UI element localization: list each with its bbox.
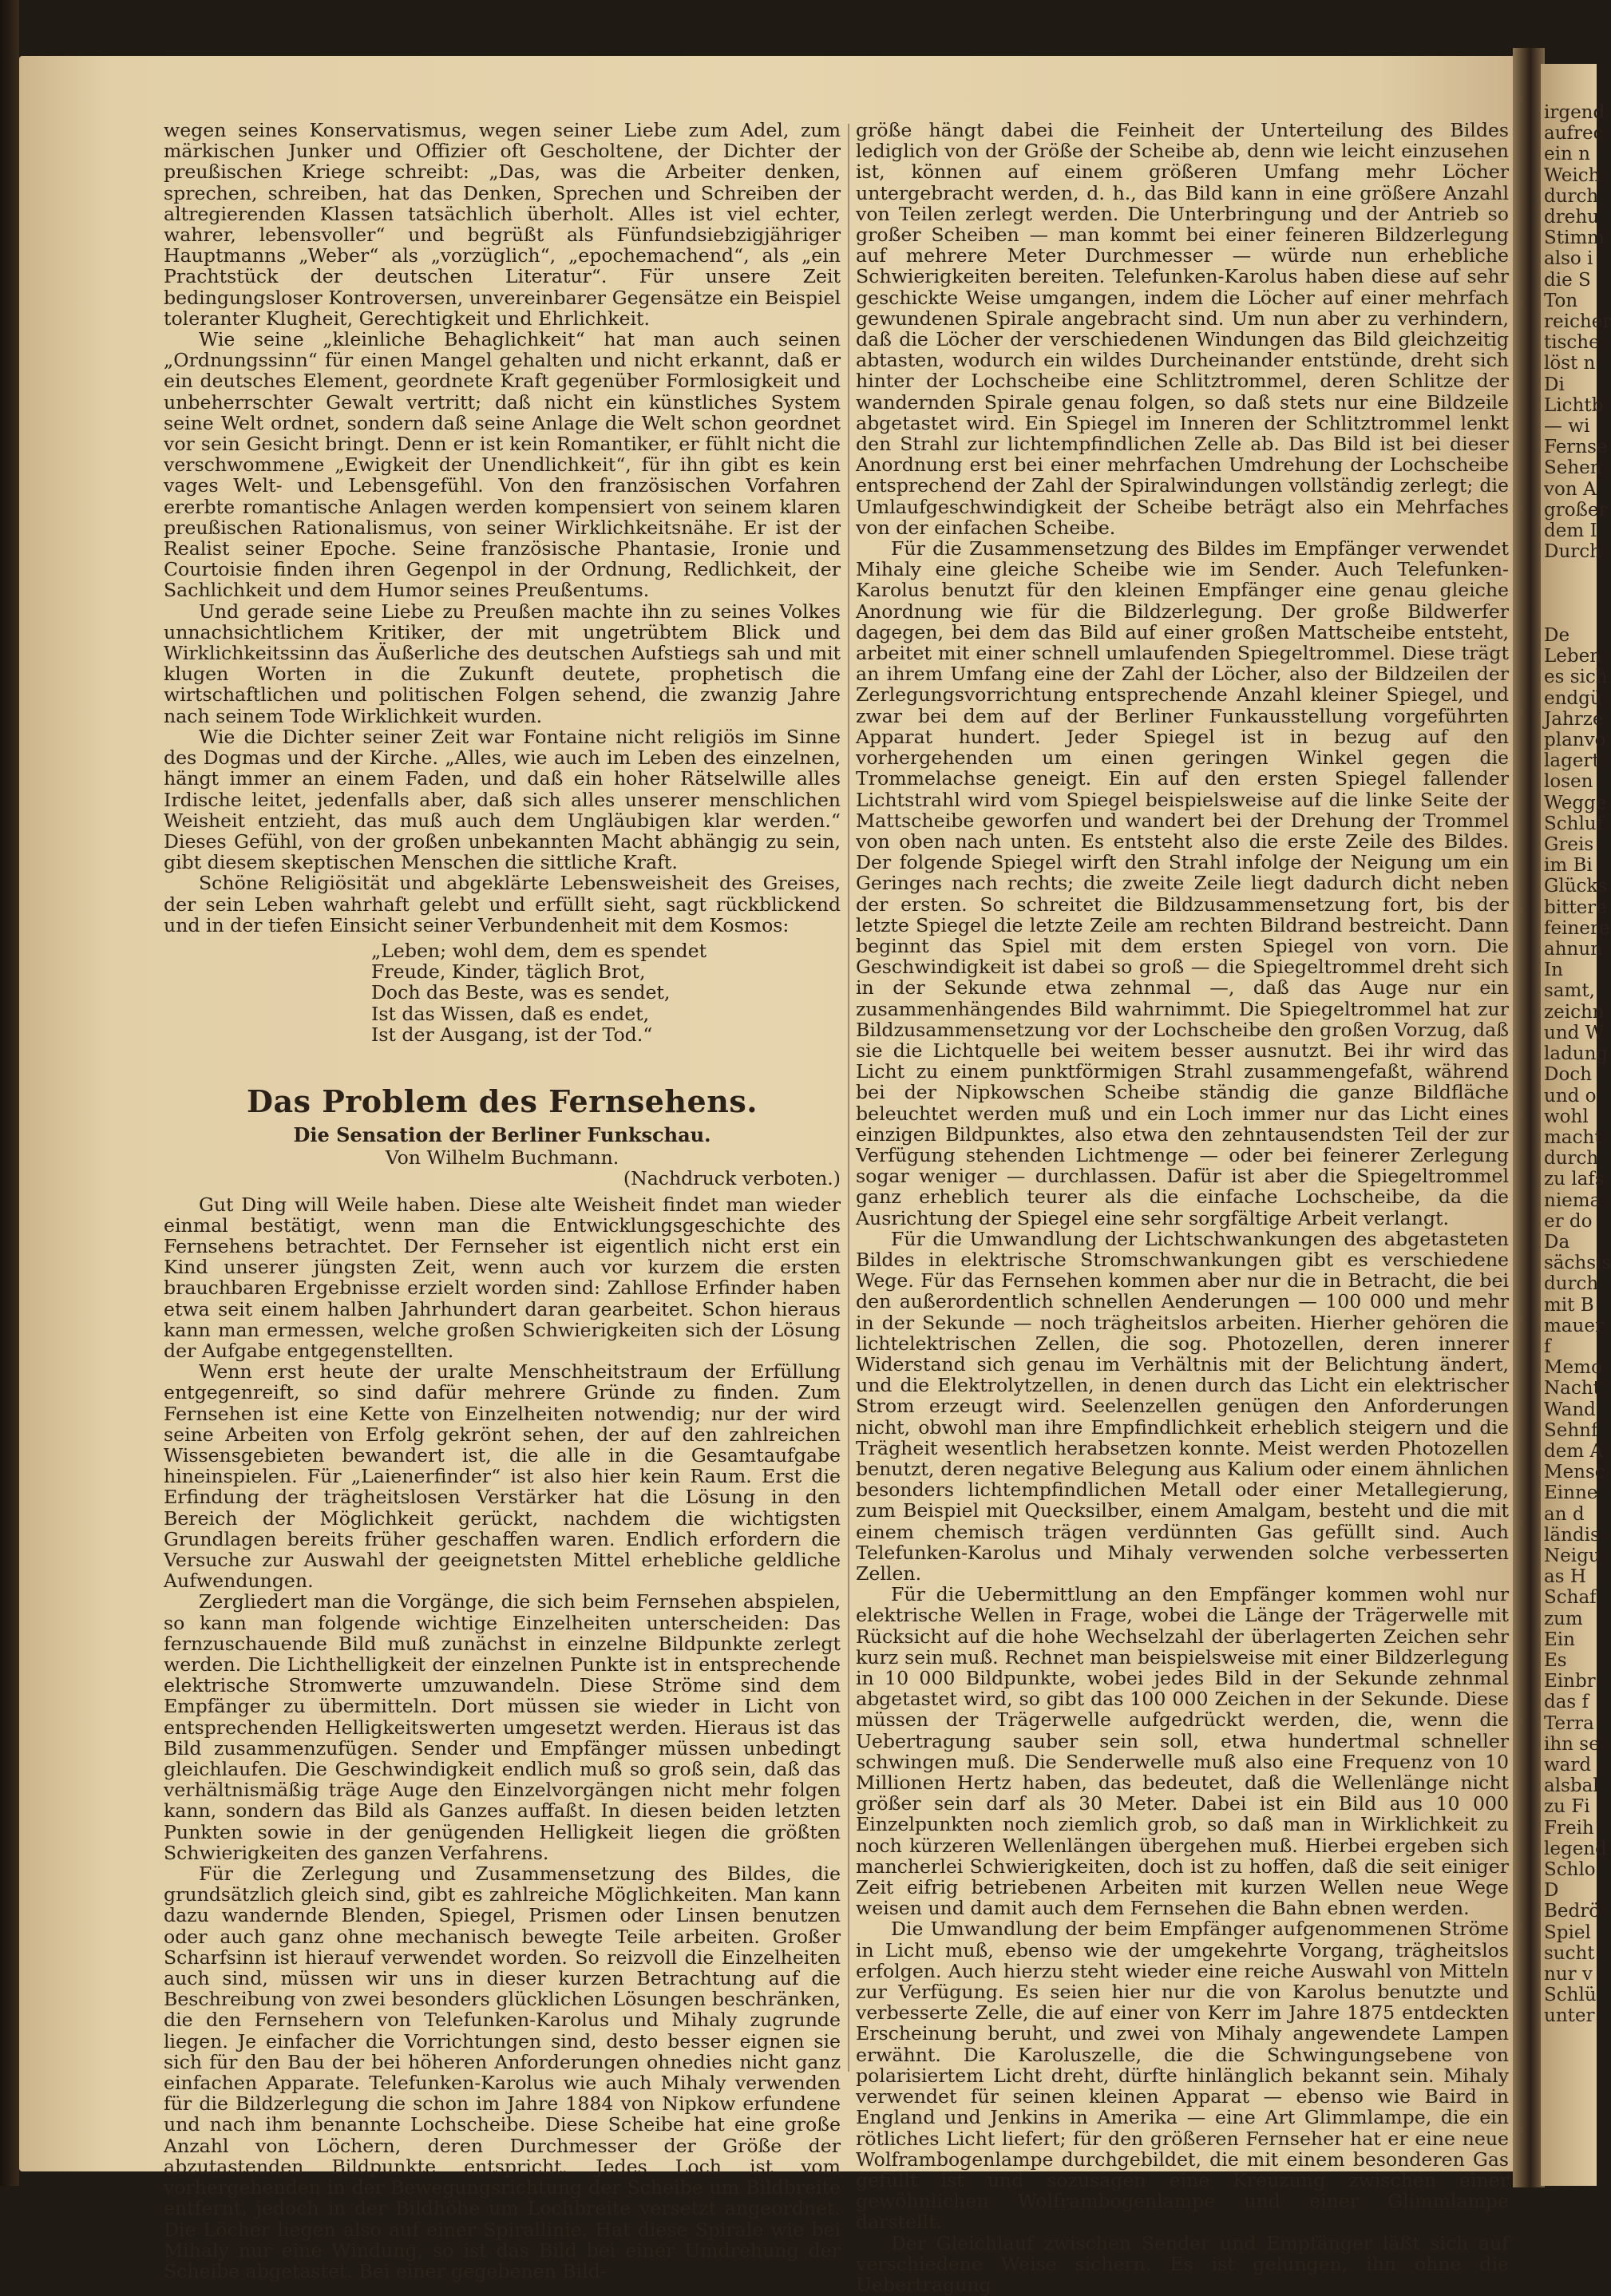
fragment-line: Weich <box>1544 164 1601 186</box>
fragment-line: alsbal <box>1544 1775 1599 1797</box>
fragment-line: löst n <box>1544 353 1596 374</box>
fragment-line: Nacht <box>1544 1378 1601 1399</box>
paragraph: Für die Zerlegung und Zusammensetzung des Bildes, die grundsätzlich gleich sind, gibt es zahlreiche Möglichkeiten. Man kann dazu wandernde Blenden, Spiegel, Prismen oder Linsen benutzen oder auch ganz ohne mechanisch bewegte Teile arbeiten. Großer Scharfsinn ist hierauf verwendet worden. So reizvoll die Einzelheiten auch sind, müssen wir uns in dieser kurzen Betrachtung auf die Beschreibung von zwei besonders glücklichen Lösungen beschränken, die den Fernsehern von Telefunken-Karolus und Mihaly zugrunde liegen. Je einfacher die Vorrichtungen sind, desto besser eignen sie sich für den Bau der bei höheren Anforderungen ohnedies nicht ganz einfachen Apparate. Telefunken-Karolus wie auch Mihaly verwenden für die Bildzerlegung die schon im Jahre 1884 von Nipkow erfundene und nach ihm benannte Lochscheibe. Diese Scheibe hat eine große Anzahl von Löchern, deren Durchmesser der Größe der abzutastenden Bildpunkte entspricht. Jedes Loch ist vom vorhergehenden in der Bewegungsrichtung der Scheibe um Bildbreite entfernt, jedoch in der Bildhöhe um Lochbreite versetzt angeordnet. Die Löcher liegen also auf einer Spirallinie. Hat diese Spirale wie bei Mihaly nur eine Windung, so ist das Bild bei einer Umdrehung der Scheibe abgetastet. Bei einer gegebenen Bild- <box>164 1863 841 2282</box>
fragment-line: Memo <box>1544 1357 1602 1379</box>
fragment-line: Ein <box>1544 1629 1575 1650</box>
fragment-line: großer <box>1544 499 1608 521</box>
fragment-line: legend <box>1544 1838 1607 1859</box>
fragment-line: Doch <box>1544 1064 1592 1086</box>
fragment-line: Glücks <box>1544 876 1608 897</box>
fragment-line: durch <box>1544 1273 1599 1295</box>
fragment-line: durch <box>1544 1148 1599 1170</box>
fragment-line: samt, <box>1544 980 1595 1002</box>
fragment-line: die S <box>1544 269 1591 291</box>
fragment-line: ward <box>1544 1755 1592 1775</box>
fragment-line: unter <box>1544 2005 1595 2027</box>
fragment-line: und W <box>1544 1022 1605 1043</box>
fragment-line: ladung <box>1544 1043 1609 1065</box>
column-divider <box>848 124 849 2072</box>
fragment-line: In <box>1544 960 1563 981</box>
fragment-line: ein n <box>1544 144 1590 165</box>
fragment-line: wohl <box>1544 1106 1589 1127</box>
fragment-line: Einne <box>1544 1483 1598 1504</box>
fragment-line: f <box>1544 1336 1551 1357</box>
fragment-line: es sich <box>1544 667 1608 688</box>
fragment-line: drehu <box>1544 207 1599 228</box>
fragment-line: macht <box>1544 1126 1602 1148</box>
fragment-line: Mensc <box>1544 1462 1605 1483</box>
poem-line: Ist der Ausgang, ist der Tod.“ <box>371 1023 653 1046</box>
fragment-line: von A <box>1544 478 1597 500</box>
fragment-line: aufrec <box>1544 123 1604 144</box>
fragment-line: Jahrze <box>1544 708 1604 730</box>
fragment-line: Durch <box>1544 541 1601 563</box>
fragment-line: Einbr <box>1544 1671 1596 1692</box>
fragment-line: Lichtb <box>1544 394 1604 416</box>
fragment-line: durch <box>1544 185 1599 207</box>
fragment-line: zu lafs <box>1544 1169 1605 1190</box>
fragment-line: feinere <box>1544 917 1610 939</box>
scan-edge <box>0 0 19 2186</box>
fragment-line: bittere <box>1544 897 1607 918</box>
fragment-line: Wegge <box>1544 792 1607 813</box>
fragment-line: De <box>1544 625 1570 647</box>
fragment-line: Wand <box>1544 1399 1596 1420</box>
line-gap <box>1541 584 1597 604</box>
fragment-line: Leben <box>1544 646 1602 667</box>
paragraph: Wenn erst heute der uralte Menschheitstraum der Erfüllung entgegenreift, so sind dafür mehrere Gründe zu finden. Zum Fernsehen ist eine Kette von Einzelheiten notwendig; nur der wird seine Arbeiten von Erfolg gekrönt sehen, der auf den zahlreichen Wissensgebieten bewandert ist, die alle in die Gesamtaufgabe hineinspielen. Für „Laienerfinder“ ist also hier kein Raum. Erst die Erfindung der trägheitslosen Verstärker hat die Lösung in den Bereich der Möglichkeit gerückt, nachdem die wichtigsten Grundlagen bereits früher geschaffen waren. Endlich erfordern die Versuche zur Auswahl der geeignetsten Mittel erhebliche geldliche Aufwendungen. <box>164 1360 841 1593</box>
paragraph: Für die Umwandlung der Lichtschwankungen des abgetasteten Bildes in elektrische Stromschwankungen gibt es verschiedene Wege. Für das Fernsehen kommen aber nur die in Betracht, die bei den außerordentlich schnellen Aenderungen — 100 000 und mehr in der Sekunde — noch trägheitslos arbeiten. Hierher gehören die lichtelektrischen Zellen, die sog. Photozellen, deren innerer Widerstand sich genau im Verhältnis mit der Belichtung ändert, und die Elektrolytzellen, in denen durch das Licht ein elektrischer Strom erzeugt wird. Seelenzellen genügen den Anforderungen nicht, obwohl man ihre Empfindlichkeit erheblich steigern und die Trägheit wesentlich herabsetzen konnte. Meist werden Photozellen benutzt, deren negative Belegung aus Kalium oder einem ähnlichen besonders lichtempfindlichen Metall oder einer Metallegierung, zum Beispiel mit Quecksilber, einem Amalgam, besteht und die mit einem chemisch trägen verdünnten Gas gefüllt sind. Auch Telefunken-Karolus und Mihaly verwenden solche verbesserten Zellen. <box>856 1227 1509 1585</box>
paragraph: Für die Uebermittlung an den Empfänger kommen wohl nur elektrische Wellen in Frage, wobei die Länge der Trägerwelle mit Rücksicht auf die hohe Wechselzahl der überlagerten Zeichen sehr kurz sein muß. Rechnet man beispielsweise mit einer Bildzerlegung in 10 000 Bildpunkte, wobei jedes Bild in der Sekunde zehnmal abgetastet wird, so gibt das 100 000 Zeichen in der Sekunde. Diese müssen der Trägerwelle aufgedrückt werden, die, wenn die Uebertragung sauber sein soll, etwa hundertmal schneller schwingen muß. Die Senderwelle muß also eine Frequenz von 10 Millionen Hertz haben, das bedeutet, daß die Wellenlänge nicht größer sein darf als 30 Meter. Dabei ist ein Bild aus 10 000 Einzelpunkten noch ziemlich grob, so daß man in Wirklichkeit zu noch kürzeren Wellenlängen übergehen muß. Hierbei ergeben sich mancherlei Schwierigkeiten, doch ist zu hoffen, daß die seit einiger Zeit eifrig betriebenen Arbeiten mit kurzen Wellen neue Wege weisen und damit auch dem Fernsehen die Bahn ebnen werden. <box>856 1583 1509 1920</box>
fragment-line: er do <box>1544 1210 1593 1232</box>
paragraph: Für die Zusammensetzung des Bildes im Empfänger verwendet Mihaly eine gleiche Scheibe wie im Sender. Auch Telefunken-Karolus benutzt für den kleinen Empfänger eine genau gleiche Anordnung wie für die Bildzerlegung. Der große Bildwerfer dagegen, bei dem das Bild auf einer großen Mattscheibe entsteht, arbeitet mit einer schnell umlaufenden Spiegeltrommel. Diese trägt an ihrem Umfang eine der Zahl der Löcher, also der Bildzeilen der Zerlegungsvorrichtung entsprechende Anzahl kleiner Spiegel, und zwar bei dem auf der Berliner Funkausstellung vorgeführten Apparat hundert. Jeder Spiegel ist in bezug auf den vorhergehenden um einen geringen Winkel gegen die Trommelachse geneigt. Ein auf den ersten Spiegel fallender Lichtstrahl wird vom Spiegel beispielsweise auf die linke Seite der Mattscheibe geworfen und wandert bei der Drehung der Trommel von oben nach unten. Es entsteht also die erste Zeile des Bildes. Der folgende Spiegel wirft den Strahl infolge der Neigung um ein Geringes nach rechts; die zweite Zeile liegt dadurch dicht neben der ersten. So schreitet die Bildzusammensetzung fort, bis der letzte Spiegel die letzte Zeile am rechten Bildrand bestreicht. Dann beginnt das Spiel mit dem ersten Spiegel von vorn. Die Geschwindigkeit ist dabei so groß — die Spiegeltrommel dreht sich in der Sekunde etwa zehnmal —, daß das Auge nur ein zusammenhängendes Bild wahrnimmt. Die Spiegeltrommel hat zur Bildzusammensetzung vor der Lochscheibe den großen Vorzug, daß sie die Lichtquelle bei weitem besser ausnutzt. Bei ihr wird das Licht zu einem punktförmigen Strahl zusammengefaßt, während bei der Nipkowschen Scheibe ständig die ganze Bildfläche beleuchtet werden muß und ein Loch immer nur das Licht eines einzigen Bildpunktes, also etwa den zehntausendsten Teil der zur Verfügung stehenden Lichtmenge — oder bei feinerer Zerlegung sogar weniger — durchlassen. Dafür ist aber die Spiegeltrommel ganz erheblich teurer als die einfache Lochscheibe, da die Ausrichtung der Spiegel eine sehr sorgfältige Arbeit verlangt. <box>856 537 1509 1229</box>
fragment-line: tische <box>1544 332 1600 354</box>
article-body <box>164 1194 841 2282</box>
fragment-line: im Bi <box>1544 855 1593 877</box>
fragment-line: nur v <box>1544 1964 1593 1985</box>
fragment-line: ahnun <box>1544 939 1602 960</box>
fragment-line: Terra <box>1544 1712 1594 1734</box>
paragraph: Zergliedert man die Vorgänge, die sich beim Fernsehen abspielen, so kann man folgende wichtige Einzelheiten unterscheiden: Das fernzuschauende Bild muß zunächst in einzelne Bildpunkte zerlegt werden. Die Lichthelligkeit der einzelnen Punkte ist in entsprechende elektrische Stromwerte umzuwandeln. Diese Ströme sind dem Empfänger zu übermitteln. Dort müssen sie wieder in Licht von entsprechenden Helligkeitswerten umgesetzt werden. Hieraus ist das Bild zusammenzufügen. Sender und Empfänger müssen unbedingt gleichlaufen. Die Geschwindigkeit endlich muß so groß sein, daß das verhältnismäßig träge Auge den Einzelvorgängen nicht mehr folgen kann, sondern das Bild als Ganzes auffaßt. In diesen beiden letzten Punkten sowie in der genügenden Helligkeit liegen die größten Schwierigkeiten des ganzen Verfahrens. <box>164 1590 841 1864</box>
right-page-fragment <box>1541 64 1611 2186</box>
fragment-line: zeichn <box>1544 1001 1605 1023</box>
fragment-line: sucht <box>1544 1942 1595 1964</box>
fragment-line: mit B <box>1544 1294 1594 1316</box>
paragraph: Die Umwandlung der beim Empfänger aufgenommenen Ströme in Licht muß, ebenso wie der umgekehrte Vorgang, trägheitslos erfolgen. Auch hierzu steht wieder eine reiche Auswahl von Mitteln zur Verfügung. Es seien hier nur die von Karolus benutzte und verbesserte Zelle, die auf einer von Kerr im Jahre 1875 entdeckten Erscheinung beruht, und zwei von Mihaly angewendete Lampen erwähnt. Die Karoluszelle, die die Schwingungsebene von polarisiertem Licht dreht, dürfte hinlänglich bekannt sein. Mihaly verwendet für seinen kleinen Apparat — ebenso wie Baird in England und Jenkins in Amerika — eine Art Glimmlampe, die ein rötliches Licht liefert; für den größeren Fernseher hat er eine neue Wolframbogenlampe durchgebildet, die mit einem besonderen Gas gefüllt ist und sozusagen eine Kreuzung zwischen einer gewöhnlichen Wolframbogenlampe und einer Glimmlampe darstellt. <box>856 1918 1509 2234</box>
fragment-line: ihn se <box>1544 1733 1600 1755</box>
fragment-line: dem A <box>1544 1440 1604 1462</box>
fragment-line: as H <box>1544 1566 1586 1588</box>
line-gap <box>1541 562 1597 583</box>
article-subtitle: Die Sensation der Berliner Funkschau. <box>293 1122 711 1146</box>
fragment-line: Greis <box>1544 834 1594 856</box>
fragment-line: Schlo <box>1544 1859 1596 1881</box>
left-column <box>164 120 841 2282</box>
fragment-line: und o <box>1544 1085 1597 1106</box>
left-paragraphs <box>164 120 841 936</box>
fragment-line: an d <box>1544 1503 1585 1525</box>
paragraph: größe hängt dabei die Feinheit der Unterteilung des Bildes lediglich von der Größe der Scheibe ab, denn wie leicht einzusehen ist, können auf einem größeren Umfang mehr Löcher untergebracht werden, d. h., das Bild kann in eine größere Anzahl von Teilen zerlegt werden. Die Unterbringung und der Antrieb so großer Scheiben — man kommt bei einer feineren Bildzerlegung auf mehrere Meter Durchmesser — würde nun erhebliche Schwierigkeiten bereiten. Telefunken-Karolus haben diese auf sehr geschickte Weise umgangen, indem die Löcher auf einer mehrfach gewundenen Spirale angebracht sind. Um nun aber zu verhindern, daß die Löcher der verschiedenen Windungen das Bild gleichzeitig abtasten, wodurch ein wildes Durcheinander entstünde, dreht sich hinter der Lochscheibe eine Schlitztrommel, deren Schlitze der wandernden Spirale genau folgen, so daß stets nur eine Bildzeile abgetastet wird. Ein Spiegel im Inneren der Schlitztrommel lenkt den Strahl zur lichtempfindlichen Zelle ab. Das Bild ist bei dieser Anordnung erst bei einer mehrfachen Umdrehung der Lochscheibe entsprechend der Zahl der Spiralwindungen vollständig zerlegt; die Umlaufgeschwindigkeit der Scheibe beträgt also ein Mehrfaches von der einfachen Scheibe. <box>856 119 1509 539</box>
fragment-line: Neigu <box>1544 1545 1601 1566</box>
middle-paragraphs <box>856 120 1509 2295</box>
book-gutter <box>1513 48 1545 2187</box>
line-gap <box>1541 604 1597 625</box>
fragment-line: Sehnf <box>1544 1419 1598 1441</box>
paragraph: Schöne Religiösität und abgeklärte Lebensweisheit des Greises, der sein Leben wahrhaft gelebt und erfüllt sieht, sagt rückblickend und in der tiefen Einsicht seiner Verbundenheit mit dem Kosmos: <box>164 872 841 936</box>
paragraph: Der Gleichlauf zwischen Sender und Empfänger läßt sich auf verschiedene Weise sichern. Es ist gelungen, ihn ohne die Uebertragung <box>856 2231 1509 2296</box>
middle-column <box>856 120 1509 2295</box>
fragment-line: endgü <box>1544 687 1602 709</box>
fragment-line: Fernse <box>1544 437 1608 458</box>
paragraph: wegen seines Konservatismus, wegen seiner Liebe zum Adel, zum märkischen Junker und Offizier oft Gescholtene, der Dichter der preußischen Kriege schreibt: „Das, was die Arbeiter denken, sprechen, schreiben, hat das Denken, Sprechen und Schreiben der altregierenden Klassen tatsächlich überholt. Alles ist viel echter, wahrer, lebensvoller“ und begrüßt als Fünfundsiebzigjähriger Hauptmanns „Weber“ als „vorzüglich“, „epochemachend“, als „ein Prachtstück der deutschen Literatur“. Für unsere Zeit bedingungsloser Kontroversen, unvereinbarer Gegensätze ein Beispiel toleranter Klugheit, Gerechtigkeit und Ehrlichkeit. <box>164 119 841 330</box>
fragment-line: reicher <box>1544 311 1611 333</box>
paragraph: Gut Ding will Weile haben. Diese alte Weisheit findet man wieder einmal bestätigt, wenn man die Entwicklungsgeschichte des Fernsehens betrachtet. Der Fernseher ist eigentlich nicht erst ein Kind unserer jüngsten Zeit, wenn auch vor kurzem die ersten brauchbaren Ergebnisse erzielt worden sind: Zahllose Erfinder haben etwa seit einem halben Jahrhundert daran gearbeitet. Schon hieraus kann man ermessen, welche großen Schwierigkeiten sich der Lösung der Aufgabe entgegenstellten. <box>164 1193 841 1362</box>
fragment-line: lagert <box>1544 750 1600 772</box>
fragment-line: sächsis <box>1544 1253 1611 1274</box>
fragment-line: Es <box>1544 1649 1567 1671</box>
fragment-line: Ton <box>1544 290 1578 311</box>
poem-line: Freude, Kinder, täglich Brot, <box>371 960 646 984</box>
article-title: Das Problem des Fernsehens. <box>247 1083 758 1119</box>
paragraph: Wie seine „kleinliche Behaglichkeit“ hat man auch seinen „Ordnungssinn“ für einen Mangel gehalten und nicht erkannt, daß er ein deutsches Element, geordnete Kraft gegenüber Formlosigkeit und unbeherrschter Gewalt vertritt; daß nicht ein künstliches System seine Welt ordnet, sondern daß seine Anlage die Welt schon geordnet vor sein Gesicht bringt. Denn er ist kein Romantiker, er fühlt nicht die verschwommene „Ewigkeit der Unendlichkeit“, für ihn gibt es kein vages Welt- und Lebensgefühl. Von den französischen Vorfahren ererbte romantische Anlagen werden kompensiert von seinem klaren preußischen Rationalismus, von seiner Wirklichkeitsnähe. Er ist der Realist seiner Epoche. Seine französische Phantasie, Ironie und Courtoisie finden ihren Gegenpol in der Ordnung, Redlichkeit, der Sachlichkeit und dem Humor seines Preußentums. <box>164 328 841 602</box>
poem-line: Doch das Beste, was es sendet, <box>371 981 671 1004</box>
poem-line: Ist das Wissen, daß es endet, <box>371 1002 650 1025</box>
fragment-line: Spiel <box>1544 1922 1591 1943</box>
fragment-line: Sehen <box>1544 457 1602 479</box>
fragment-line: Bedrö <box>1544 1901 1601 1922</box>
fragment-line: Da <box>1544 1231 1570 1253</box>
fragment-line: zum <box>1544 1608 1583 1629</box>
fragment-line: dem I <box>1544 521 1597 542</box>
fragment-line: also i <box>1544 248 1593 270</box>
paragraph: Wie die Dichter seiner Zeit war Fontaine nicht religiös im Sinne des Dogmas und der Kirche. „Alles, wie auch im Leben des einzelnen, hängt immer an einem Faden, und daß ein hoher Rätselwille alles Irdische leitet, jedenfalls aber, daß sich alles unserer menschlichen Weisheit entzieht, das muß auch dem Ungläubigen klar werden.“ Dieses Gefühl, von der großen unbekannten Macht abhängig zu sein, gibt diesem skeptischen Menschen die sittliche Kraft. <box>164 725 841 874</box>
fragment-line: Di <box>1544 374 1565 395</box>
poem-line: „Leben; wohl dem, dem es spendet <box>371 939 707 962</box>
fragment-line: das f <box>1544 1692 1589 1713</box>
paragraph: Und gerade seine Liebe zu Preußen machte ihn zu seines Volkes unnachsichtlichem Kritiker, der mit ungetrübtem Blick und Wirklichkeitssinn das Äußerliche des deutschen Aufstiegs sah und mit klugen Worten in die Zukunft deutete, prophetisch die wirtschaftlichen und politischen Folgen sehend, die zwanzig Jahre nach seinem Tode Wirklichkeit wurden. <box>164 600 841 727</box>
fragment-line: Schluf <box>1544 813 1604 834</box>
fragment-line: niema <box>1544 1190 1601 1211</box>
fragment-line: D <box>1544 1880 1559 1902</box>
right-page-lines <box>1541 64 1611 2027</box>
fragment-line: Stimm <box>1544 228 1605 249</box>
poem <box>371 940 841 1045</box>
fragment-line: ländis <box>1544 1524 1600 1546</box>
article-author: Von Wilhelm Buchmann. <box>385 1146 619 1170</box>
fragment-line: irgend <box>1544 102 1605 123</box>
reprint-note: (Nachdruck verboten.) <box>623 1167 841 1190</box>
fragment-line: — wi <box>1544 416 1590 437</box>
fragment-line: Freih <box>1544 1817 1594 1839</box>
fragment-line: planvo <box>1544 730 1606 751</box>
fragment-line: Schaf <box>1544 1587 1597 1609</box>
fragment-line: zu Fi <box>1544 1796 1590 1818</box>
fragment-line: Schlü <box>1544 1985 1597 2006</box>
fragment-line: mauer <box>1544 1315 1604 1336</box>
fragment-line: losen <box>1544 771 1593 793</box>
